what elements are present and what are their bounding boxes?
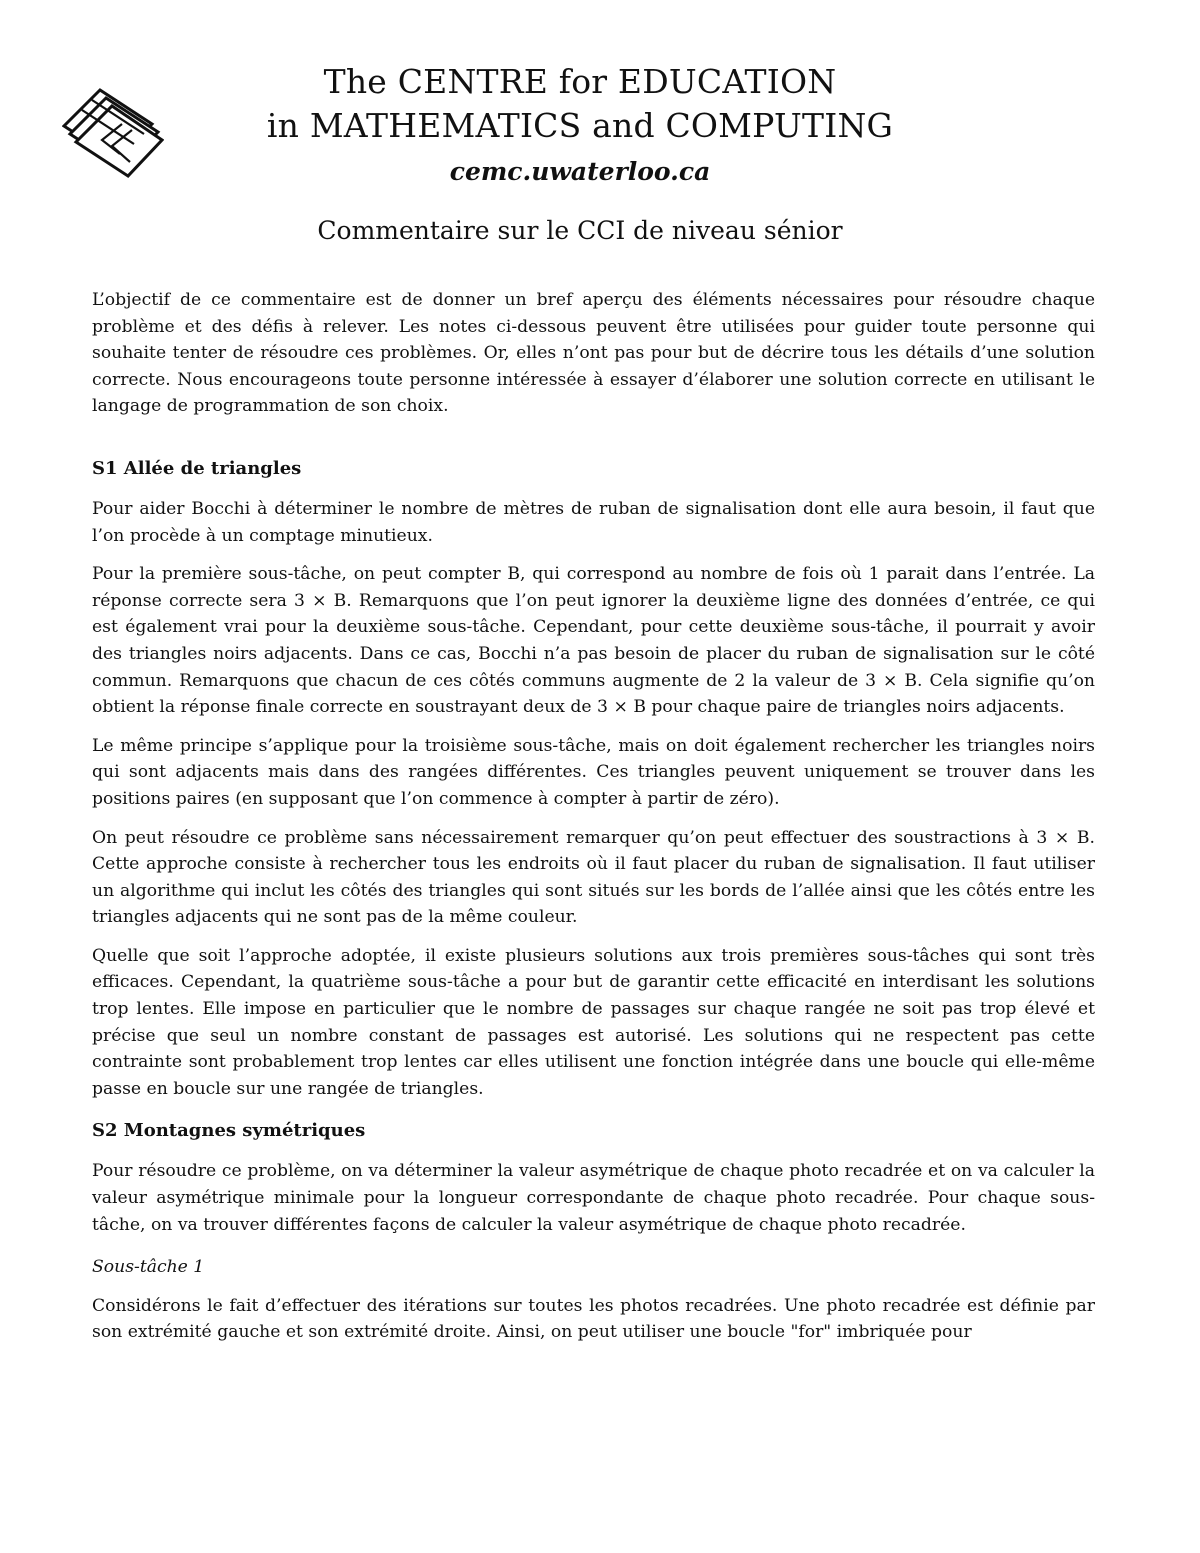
- s2-paragraph-2: Considérons le fait d’effectuer des itérations sur toutes les photos recadrées. Une photo recadrée est définie par son extrémité gauche et son extrémité droite. Ainsi, on peut utiliser une boucle "for" imbriquée pour: [92, 1295, 1095, 1343]
- page-title: Commentaire sur le CCI de niveau sénior: [317, 216, 843, 245]
- s1-paragraph-5: Quelle que soit l’approche adoptée, il existe plusieurs solutions aux trois premières sous-tâches qui sont très efficaces. Cependant, la quatrième sous-tâche a pour but de garantir cette efficacité en interdisant les solutions trop lentes. Elle impose en particulier que le nombre de passages sur chaque rangée ne soit pas trop élevé et précise que seul un nombre constant de passages est autorisé. Les solutions qui ne respectent pas cette contrainte sont probablement trop lentes car elles utilisent une fonction intégrée dans une boucle qui elle-même passe en boucle sur une rangée de triangles.: [92, 945, 1095, 1099]
- header-title-line-2: in MATHEMATICS and COMPUTING: [266, 106, 894, 145]
- s1-paragraph-1: Pour aider Bocchi à déterminer le nombre de mètres de ruban de signalisation dont elle aura besoin, il faut que l’on procède à un comptage minutieux.: [92, 498, 1095, 546]
- page-header: [0, 60, 1200, 200]
- intro-paragraph: L’objectif de ce commentaire est de donner un bref aperçu des éléments nécessaires pour résoudre chaque problème et des défis à relever. Les notes ci-dessous peuvent être utilisées pour guider toute personne qui souhaite tenter de résoudre ces problèmes. Or, elles n’ont pas pour but de décrire tous les détails d’une solution correcte. Nous encourageons toute personne intéressée à essayer d’élaborer une solution correcte en utilisant le langage de programmation de son choix.: [92, 290, 1095, 417]
- document-body: [92, 287, 1095, 1358]
- cemc-logo: [62, 84, 164, 184]
- section-s2-heading: S2 Montagnes symétriques: [92, 1120, 366, 1142]
- s2-subtask-1-heading: Sous-tâche 1: [92, 1257, 205, 1278]
- header-text: [180, 60, 980, 188]
- website-link[interactable]: cemc.uwaterloo.ca: [449, 157, 711, 186]
- header-title-line-1: The CENTRE for EDUCATION: [323, 62, 837, 101]
- s1-paragraph-2: Pour la première sous-tâche, on peut compter B, qui correspond au nombre de fois où 1 parait dans l’entrée. La réponse correcte sera 3 × B. Remarquons que l’on peut ignorer la deuxième ligne des données d’entrée, ce qui est également vrai pour la deuxième sous-tâche. Cependant, pour cette deuxième sous-tâche, il pourrait y avoir des triangles noirs adjacents. Dans ce cas, Bocchi n’a pas besoin de placer du ruban de signalisation sur le côté commun. Remarquons que chacun de ces côtés communs augmente de 2 la valeur de 3 × B. Cela signifie qu’on obtient la réponse finale correcte en soustrayant deux de 3 × B pour chaque paire de triangles noirs adjacents.: [92, 564, 1095, 718]
- section-s1-heading: S1 Allée de triangles: [92, 457, 302, 479]
- s2-paragraph-1: Pour résoudre ce problème, on va déterminer la valeur asymétrique de chaque photo recadrée et on va calculer la valeur asymétrique minimale pour la longueur correspondante de chaque photo recadrée. Pour chaque sous-tâche, on va trouver différentes façons de calculer la valeur asymétrique de chaque photo recadrée.: [92, 1161, 1095, 1235]
- s1-paragraph-3: Le même principe s’applique pour la troisième sous-tâche, mais on doit également rechercher les triangles noirs qui sont adjacents mais dans des rangées différentes. Ces triangles peuvent uniquement se trouver dans les positions paires (en supposant que l’on commence à compter à partir de zéro).: [92, 735, 1095, 809]
- s1-paragraph-4: On peut résoudre ce problème sans nécessairement remarquer qu’on peut effectuer des soustractions à 3 × B. Cette approche consiste à rechercher tous les endroits où il faut placer du ruban de signalisation. Il faut utiliser un algorithme qui inclut les côtés des triangles qui sont situés sur les bords de l’allée ainsi que les côtés entre les triangles adjacents qui ne sont pas de la même couleur.: [92, 827, 1095, 928]
